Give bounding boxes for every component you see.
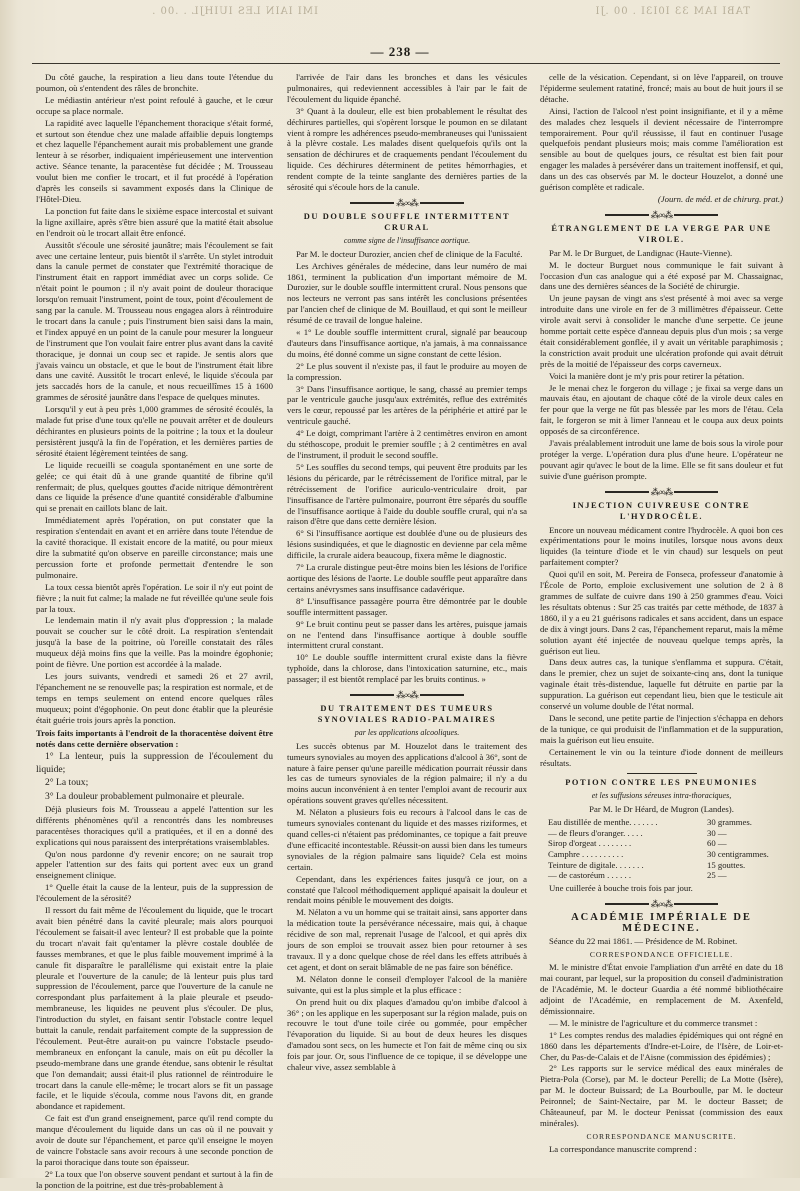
- paragraph: Cependant, dans les expériences faites jusqu'à ce jour, on a constaté que l'alcool méthodiquement appliqué apaisait la douleur et rendait moins pénible le mouvement des doigts.: [287, 873, 527, 906]
- paragraph: Le liquide recueilli se coagula spontanément en une sorte de gelée; ce qui était dû à une grande quantité de fibrine qu'il renfermait; de plus, quelques gouttes d'acide nitrique démontrèrent dans ce liquide la présence d'une quantité considérable d'albumine qui se prenait en caillots blanc de lait.: [36, 459, 273, 514]
- recipe-table: [540, 817, 783, 881]
- paragraph: Lorsqu'il y eut à peu près 1,000 grammes de sérosité écoulés, la malade fut prise d'une toux qu'elle ne pouvait arrêter et de douleurs déchirantes en plusieurs points de la poitrine ; la toux et la douleur persistèrent jusqu'à la fin de l'opération, et les dernières parties de sérosité étaient légèrement teintées de sang.: [36, 404, 273, 458]
- recipe-quantity: 25 —: [707, 870, 727, 881]
- paragraph: M. le ministre d'État envoie l'ampliation d'un arrêté en date du 18 mai courant, par lequel, sur la proposition du conseil d'administration de l'Académie, M. le docteur Guardia a été nommé bibliothécaire adjoint de l'Académie, en remplacement de M. Axenfeld, démissionnaire.: [540, 962, 783, 1016]
- paragraph: 5° Les souffles du second temps, qui peuvent être produits par les lésions du péricarde, par le rétrécissement de l'orifice mitral, par le rétrécissement de l'orifice auriculo-ventriculaire droit, par l'insuffisance de l'artère pulmonaire, pourront être séparés du souffle de l'insuffisance aortique à l'aide du double souffle crural, qui n'a sa raison d'être que dans cette dernière lésion.: [287, 461, 527, 527]
- paragraph: 10° Le double souffle intermittent crural existe dans la fièvre typhoïde, dans la chlorose, dans l'intoxication saturnine, etc., mais passager; il est bientôt remplacé par les bruits continus. »: [287, 652, 527, 685]
- paragraph: 2° Le plus souvent il n'existe pas, il faut le produire au moyen de la compression.: [287, 360, 527, 382]
- paragraph: Immédiatement après l'opération, on put constater que la respiration s'entendait en avant et en arrière dans toute l'étendue de la cavité thoracique. Il existait encore de la matité, ou pour mieux dire la submatité qu'on observe en pareille circonstance; mais une percussion forte et profonde permettait d'entendre le son pulmonaire.: [36, 515, 273, 580]
- paragraph: Du côté gauche, la respiration a lieu dans toute l'étendue du poumon, où s'entendent des râles de bronchite.: [36, 72, 273, 93]
- section-divider-ornament: ⁂∞⁂: [287, 197, 527, 209]
- paragraph: 2° La toux que l'on observe souvent pendant et surtout à la fin de la ponction de la poitrine, est due très-probablement à: [36, 1168, 273, 1190]
- recipe-ingredient: Teinture de digitale. . . . . . .: [548, 859, 644, 870]
- paragraph: M. Nélaton a plusieurs fois eu recours à l'alcool dans le cas de tumeurs synoviales contenant du liquide et des masses riziformes, et quand celles-ci n'étaient pas prédominantes, ce topique a fait preuve d'une efficacité incontestable. Réussit-on aussi bien dans les tumeurs synoviales de la région palmaire sans liquide? Cela est moins certain.: [287, 807, 527, 872]
- paragraph: 8° L'insuffisance passagère pourra être démontrée par le double souffle intermittent passager.: [287, 595, 527, 617]
- recipe-ingredient: Camphre . . . . . . . . . .: [548, 848, 624, 859]
- paragraph: Ce fait est d'un grand enseignement, parce qu'il rend compte du manque d'écoulement du liquide dans un cas où il ne pouvait y avoir de doute sur l'épanchement, et parce qu'il enseigne le moyen de vaincre l'obstacle sans avoir recours à une seconde ponction de la paroi thoracique dans toute son épaisseur.: [36, 1113, 273, 1167]
- paragraph: 2° La toux;: [45, 777, 89, 789]
- section-author-durozier: Par M. le docteur Durozier, ancien chef de clinique de la Faculté.: [296, 248, 523, 259]
- recipe-row: [540, 828, 783, 839]
- academie-session-line: Séance du 22 mai 1861. — Présidence de M. Robinet.: [549, 936, 738, 947]
- recipe-row: [540, 849, 783, 860]
- paragraph: M. Nélaton donne le conseil d'employer l'alcool de la manière suivante, qui est la plus simple et la plus efficace :: [287, 973, 527, 995]
- column-1-discussion: [36, 804, 273, 1191]
- paragraph: Voici la manière dont je m'y pris pour retirer la pétation.: [549, 370, 745, 381]
- paragraph: 3° Dans l'insuffisance aortique, le sang, chassé au premier temps par le ventricule gauche jusqu'aux extrémités, reflue des extrémités vers le cœur, repoussé par les artères de la périphérie et attiré par le ventricule gauché.: [287, 383, 527, 427]
- paragraph: Les Archives générales de médecine, dans leur numéro de mai 1861, terminent la publication d'un important mémoire de M. Durozier, sur le double souffle intermittent crural. Nous pensons que nos lecteurs ne verront pas sans intérêt les conclusions présentées par l'ancien chef de clinique de M. Bouillaud, et qui sont le meilleur résumé de ce travail de longue haleine.: [287, 260, 527, 326]
- recipe-row: [540, 860, 783, 871]
- section-body-etranglement: [540, 260, 783, 482]
- section-title-potion: POTION CONTRE LES PNEUMONIES: [565, 778, 758, 788]
- section-title-academie: ACADÉMIE IMPÉRIALE DE MÉDECINE.: [571, 911, 752, 934]
- recipe-dosage: Une cuillerée à bouche trois fois par jour.: [549, 882, 693, 893]
- section-divider-ornament: ⁂∞⁂: [540, 209, 783, 221]
- paragraph: 9° Le bruit continu peut se passer dans les artères, puisque jamais on ne l'entend dans l'insuffisance aortique à double souffle intermittent crural constant.: [287, 618, 527, 651]
- recipe-ingredient: Sirop d'orgeat . . . . . . . .: [548, 838, 632, 849]
- paragraph: 7° La crurale distingue peut-être moins bien les lésions de l'orifice aortique des lésions de l'aorte. Le double souffle peut apparaître dans certains anévrysmes sans insuffisance cadavérique.: [287, 562, 527, 594]
- recipe-row: [540, 817, 783, 828]
- recipe-row: [540, 838, 783, 849]
- recipe-quantity: 30 —: [707, 827, 727, 838]
- paragraph: l'arrivée de l'air dans les bronches et dans les vésicules pulmonaires, qui redeviennent accessibles à l'air par le fait de l'écoulement du liquide épanché.: [287, 72, 527, 104]
- paragraph: Encore un nouveau médicament contre l'hydrocèle. A quoi bon ces expérimentations pour le moins inutiles, lorsque nous avons deux liquides (la teinture d'iode et le vin chaud) sur lesquels on peut parfaitement compter?: [540, 524, 783, 568]
- paragraph: 1° Quelle était la cause de la lenteur, puis de la suppression de l'écoulement de la sérosité?: [36, 882, 273, 904]
- section-subtitle-souffle-crural: comme signe de l'insuffisance aortique.: [343, 235, 471, 245]
- column-1-paragraphs: [36, 72, 273, 725]
- paragraph: 3° La douleur probablement pulmonaire et pleurale.: [45, 790, 245, 802]
- section-body-souffle-crural: [287, 261, 527, 685]
- source-citation: (Journ. de méd. et de chirurg. prat.): [657, 193, 783, 204]
- paragraph: Aussitôt s'écoule une sérosité jaunâtre; mais l'écoulement se fait avec une certaine lenteur, puis bientôt il s'arrête. Un stylet introduit dans la canule permet de constater que l'extrémité thoracique de l'instrument était en rapport immédiat avec un corps solide. Ce n'était point le poumon ; il n'y avait point de douleur thoracique lorsqu'on remuait l'instrument, point de toux, point d'écoulement de sang par la canule. M. Trousseau nous engagea alors à réintroduire le trocart dans la canule ; puis l'instrument bien saisi dans la main, et l'index appuyé en un point de la canule pour mesurer la longueur de l'instrument que l'on voulait faire entrer plus avant dans la cavité thoracique, je donnai un coup sec et rapide. Je sentis alors que j'avais vaincu un obstacle, et que le bout de l'instrument était libre dans une cavité. Aussitôt le trocart enlevé, le liquide s'écoula par jets saccadés hors de la canule, et nous recueillîmes 15 à 1600 grammes de sérosité jaunâtre dans l'espace de quelques minutes.: [36, 239, 273, 403]
- paragraph: Le médiastin antérieur n'est point refoulé à gauche, et le cœur occupe sa place normale.: [36, 94, 273, 116]
- section-body-injection-cuivreuse: [540, 525, 783, 769]
- paragraph: 2° Les rapports sur le service médical des eaux minérales de Pietra-Pola (Corse), par M. le docteur Perelli; de La Motte (Isère), par M. le docteur Buissard; de La Bourboulle, par M. le docteur Peironnel; de Saint-Nectaire, par M. le docteur Basset; de Châteauneuf, par M. le docteur Penissat (commission des eaux minérales).: [540, 1063, 783, 1128]
- paragraph: Je le menai chez le forgeron du village ; je fixai sa verge dans un mauvais étau, en ajoutant de chaque côté de la virole deux cales en fer pour que la verge ne fût pas blessée par les mors de l'étau. Cela fait, le forgeron se mit à limer l'anneau et le coupa aux deux points opposés de sa circonférence.: [540, 382, 783, 437]
- column-3: [540, 72, 783, 1164]
- paragraph: celle de la vésication. Cependant, si on lève l'appareil, on trouve l'épiderme seulement ratatiné, froncé; mais au bout de huit jours il se détache.: [540, 72, 783, 104]
- paragraph: 3° Quant à la douleur, elle est bien probablement le résultat des déchirures partielles, qui s'opèrent lorsque le poumon en se dilatant vient à rompre les adhérences pseudo-membraneuses qui l'unissaient à la plèvre costale. Les malades disent quelquefois qu'ils ont la sensation de déchirures et de craquements pendant l'écoulement du liquide. Ces déchirures déterminent de petites hémorrhagies, et rendent compte de la teinte sanglante des dernières parties de la sérosité qui s'écoule hors de la canule.: [287, 105, 527, 193]
- recipe-quantity: 30 centigrammes.: [707, 848, 769, 859]
- paragraph: Un jeune paysan de vingt ans s'est présenté à moi avec sa verge introduite dans une virole en fer de 3 millimètres d'épaisseur. Cette virole avait servi à consolider le manche d'une serpette. Ce jeune homme portait cette espèce d'anneau depuis plus d'un mois ; sa verge était considérablement gonflée, il y avait un véritable paraphimosis ; la constriction avait produit une ulcération profonde qui avait détruit près de la moitié de l'épaisseur des corps caverneux.: [540, 293, 783, 369]
- paragraph: La ponction fut faite dans le sixième espace intercostal et suivant la ligne axillaire, après s'être bien assuré que la matité était absolue en l'endroit où le trocart allait être enfoncé.: [36, 205, 273, 238]
- section-title-tumeurs-synoviales: DU TRAITEMENT DES TUMEURS SYNOVIALES RADIO-PALMAIRES: [317, 704, 497, 724]
- paragraph: Ainsi, l'action de l'alcool n'est point insignifiante, et il y a même des malades chez lesquels il devient nécessaire de l'interrompre temporairement. Pour qu'il réussisse, il faut en continuer l'usage quelquefois pendant plusieurs mois; mais comme l'amélioration est sensible au bout de quelques jours, ce résultat est bien fait pour engager les malades à persévérer dans un traitement inoffensif, et qui, dans un des cas observés par M. le docteur Houzelot, a donné une guérison complète et radicale.: [540, 105, 783, 193]
- paragraph: Les succès obtenus par M. Houzelot dans le traitement des tumeurs synoviales au moyen des applications d'alcool à 36°, sont de nature à faire penser qu'une pareille médication pourrait réussir dans les cas de tumeurs synoviales de la région palmaire; il n'y a du moins aucun inconvénient à en tenter l'emploi avant de recourir aux opérations souvent graves qu'elles nécessitent.: [287, 740, 527, 806]
- recipe-row: [540, 870, 783, 881]
- section-divider-rule: [627, 773, 697, 774]
- section-subtitle-tumeurs-synoviales: par les applications alcooliques.: [354, 727, 460, 737]
- paragraph: Déjà plusieurs fois M. Trousseau a appelé l'attention sur les différents phénomènes qu'il a rencontrés dans les nombreuses paracentèses thoraciques qu'il a pratiquées, et il en a donné des explications qui nous paraissent des interprétations vraisemblables.: [36, 803, 273, 847]
- section-title-souffle-crural: DU DOUBLE SOUFFLE INTERMITTENT CRURAL: [303, 211, 511, 232]
- paragraph: Quoi qu'il en soit, M. Pereira de Fonseca, professeur d'anatomie à l'École de Porto, emploie exclusivement une solution de 2 à 8 grammes de sulfate de cuivre dans 190 à 250 grammes d'eau. Voici les résultats obtenus : Sur 25 cas traités par cette méthode, de 1837 à 1860, il y a eu 21 guérisons radicales et sans accident, dans un espace de dix à vingt jours. Dans 2 cas, l'épanchement reparut, mais la même solution ayant été injectée de nouveau quelque temps après, la guérison eut lieu.: [540, 569, 783, 656]
- section-body-tumeurs-synoviales: [287, 741, 527, 1073]
- recipe-ingredient: Eau distillée de menthe. . . . . . .: [548, 817, 658, 828]
- paragraph: 4° Le doigt, comprimant l'artère à 2 centimètres environ en amont du stéthoscope, produit le premier souffle ; à 2 centimètres en aval de l'instrument, il produit le second souffle.: [287, 428, 527, 460]
- paragraph: La toux cessa bientôt après l'opération. Le soir il n'y eut point de fièvre ; la nuit fut calme; la malade ne fut réveillée qu'une seule fois par la toux.: [36, 581, 273, 614]
- section-author-burguet: Par M. le Dr Burguet, de Landignac (Haute-Vienne).: [549, 247, 733, 258]
- paragraph: J'avais préalablement introduit une lame de bois sous la virole pour protéger la verge. L'opération dura plus d'une heure. L'opérateur ne pouvant agir qu'avec le bout de la lime. Elle se fit sans douleur et fut suivie d'une guérison prompte.: [540, 438, 783, 481]
- paragraph: 6° Si l'insuffisance aortique est doublée d'une ou de plusieurs des lésions susindiquées, et que le diagnostic en devienne par cela même difficile, la crurale aidera beaucoup, fixera même le diagnostic.: [287, 528, 527, 561]
- paragraph: « 1° Le double souffle intermittent crural, signalé par beaucoup d'auteurs dans l'insuffisance aortique, n'a jamais, à ma connaissance du moins, été donné comme un signe constant de cette lésion.: [287, 327, 527, 359]
- paragraph: La rapidité avec laquelle l'épanchement thoracique s'était formé, et surtout son étendue chez une malade affaiblie depuis longtemps et chez laquelle l'épanchement aurait mis probablement une grande lenteur à se résorber, indiquaient impérieusement une intervention active. Séance tenante, la paracentèse fut décidée ; M. Trousseau voulut bien me confier le trocart, et il fut procédé à l'opération d'après les conseils si savamment exposés dans la Clinique de l'Hôtel-Dieu.: [36, 117, 273, 204]
- section-divider-ornament: ⁂∞⁂: [540, 486, 783, 498]
- header-rule: [32, 63, 780, 64]
- section-title-injection-cuivreuse: INJECTION CUIVREUSE CONTRE L'HYDROCÈLE.: [572, 500, 751, 521]
- section-divider-ornament: ⁂∞⁂: [540, 898, 783, 910]
- section-author-heard: Par M. le Dr Héard, de Mugron (Landes).: [589, 804, 734, 815]
- academie-last-line: La correspondance manuscrite comprend :: [549, 1143, 697, 1154]
- paragraph: 1° La lenteur, puis la suppression de l'écoulement du liquide;: [36, 751, 273, 775]
- paragraph: Il ressort du fait même de l'écoulement du liquide, que le trocart avait bien pénétré dans la cavité pleurale; mais alors pourquoi l'écoulement se faisait-il avec lenteur? Il est probable que la pointe du trocart n'avait fait qu'entamer la plèvre costale doublée de fausses membranes, et que le plus faible mouvement imprimé à la canule fit disparaître le parallélisme qui existait entre la plaie pleurale et l'ouverture de la canule; de là lenteur puis plus tard suppression de l'écoulement, parce que l'ouverture de la canule ne correspondant plus parfaitement à la plaie pleurale et pseudo-membraneuse, les liquides ne peuvent plus s'écouler. De plus, l'introduction du stylet, en faisant sentir l'obstacle contre lequel buttait la canule, rendait parfaitement compte de la suppression de l'écoulement. Peut-être aurait-on pu vaincre l'obstacle pseudo-membraneux en enfonçant la canule, mais on eût pu décoller la pseudo-membrane dans une grande étendue, sans obtenir le résultat que l'on demandait; aussi était-il plus rationnel de réintroduire le trocart dans la canule elle-même; le trocart alors se fit un passage facile, et le liquide s'écoula, comme nous l'avons dit, en grande abondance et rapidement.: [36, 905, 273, 1112]
- section-subtitle-potion: et les suffusions séreuses intra-thoraciques,: [591, 791, 732, 801]
- column-2: [287, 72, 527, 1164]
- section-body-academie: [540, 962, 783, 1129]
- paragraph: Certainement le vin ou la teinture d'iode donnent de meilleurs résultats.: [540, 746, 783, 768]
- column-1: [36, 72, 273, 1190]
- recipe-ingredient: — de castoréum . . . . . .: [548, 870, 631, 881]
- points-list: [36, 751, 273, 803]
- paragraph: Le lendemain matin il n'y avait plus d'oppression ; la malade pouvait se coucher sur le côté droit. La respiration s'entendait jusqu'à la base de la poitrine, où l'oreille constatait des râles muqueux déjà moins fins que la veille. Pas la moindre égophonie; point de fièvre. Une portion est accordée à la malade.: [36, 615, 273, 670]
- paragraph: Les jours suivants, vendredi et samedi 26 et 27 avril, l'épanchement ne se renouvelle pas; la respiration est normale, et de temps en temps seulement on entend encore quelques râles muqueux; point d'égophonie. On peut donc établir que la pleurésie était guérie trois jours après la ponction.: [36, 670, 273, 725]
- paragraph: 1° Les comptes rendus des maladies épidémiques qui ont régné en 1860 dans les départements d'Indre-et-Loire, de l'Isère, de Loir-et-Cher, du Pas-de-Calais et de l'Aisne (commission des épidémies) ;: [540, 1029, 783, 1062]
- recipe-quantity: 15 gouttes.: [707, 859, 746, 870]
- column-2-continuation: [287, 72, 527, 193]
- bleed-through-text-right: TABI IAM 33 I0I3I . 00 .JI: [594, 6, 750, 17]
- recipe-quantity: 30 grammes.: [707, 817, 752, 828]
- paragraph: Dans le second, une petite partie de l'injection s'échappa en dehors de la tunique, ce qui produisit de l'inflammation et de la suppuration, mais la guérison eut lieu ensuite.: [540, 712, 783, 745]
- recipe-ingredient: — de fleurs d'oranger. . . . .: [548, 827, 643, 838]
- paragraph: M. Nélaton a vu un homme qui se traitait ainsi, sans apporter dans la médication toute la persévérance nécessaire, mais qui, à chaque récidive de son mal, reprenait l'usage de l'alcool, et qui après dix jours de son emploi se trouvait assez bien pour retourner à ses travaux. Il y a donc quelque chose de réel dans les effets attribués à cet agent, et dont on serait blâmable de ne pas faire son bénéfice.: [287, 907, 527, 972]
- paragraph: Qu'on nous pardonne d'y revenir encore; on ne saurait trop appeler l'attention sur des faits qui portent avec eux un grand enseignement clinique.: [36, 848, 273, 881]
- recipe-quantity: 60 —: [707, 838, 727, 849]
- section-title-etranglement: ÉTRANGLEMENT DE LA VERGE PAR UNE VIROLE.: [551, 223, 772, 244]
- subheading-correspondance-manuscrite: CORRESPONDANCE MANUSCRITE.: [586, 1131, 737, 1141]
- page-number: — 238 —: [370, 44, 430, 59]
- column-3-continuation: [540, 72, 783, 193]
- section-divider-ornament: ⁂∞⁂: [287, 689, 527, 701]
- points-intro: Trois faits importants à l'endroit de la thoracentèse doivent être notés dans cette dernière observation :: [36, 728, 273, 750]
- paragraph: — M. le ministre de l'agriculture et du commerce transmet :: [549, 1017, 758, 1028]
- paragraph: M. le docteur Burguet nous communique le fait suivant à l'occasion d'un cas analogue qui a été exposé par M. Chassaignac, dans une des dernières séances de la Société de chirurgie.: [540, 259, 783, 292]
- paragraph: On prend huit ou dix plaques d'amadou qu'on imbibe d'alcool à 36° ; on les applique en les superposant sur la région malade, puis on recouvre le tout d'une toile cirée ou gommée, pour empêcher l'évaporation du liquide. Si au bout de deux heures les disques d'amadou sont secs, on les humecte et l'on fait de même cinq ou six fois par jour. Or, sous l'influence de ce topique, il se développe une chaleur vive, assez semblable à: [287, 996, 527, 1073]
- subheading-correspondance-officielle: CORRESPONDANCE OFFICIELLE.: [589, 950, 734, 960]
- bleed-through-text-left: IMI IAIN LES IUIHJL . .00 .: [151, 6, 318, 17]
- paragraph: Dans deux autres cas, la tunique s'enflamma et suppura. C'était, dans le premier, chez un sujet de soixante-cinq ans, dont la tunique vaginale était très-distendue, laquelle fut détruite en partie par la suppuration. La guérison eut cependant lieu, bien que le testicule ait conservé un volume double de l'état normal.: [540, 657, 783, 712]
